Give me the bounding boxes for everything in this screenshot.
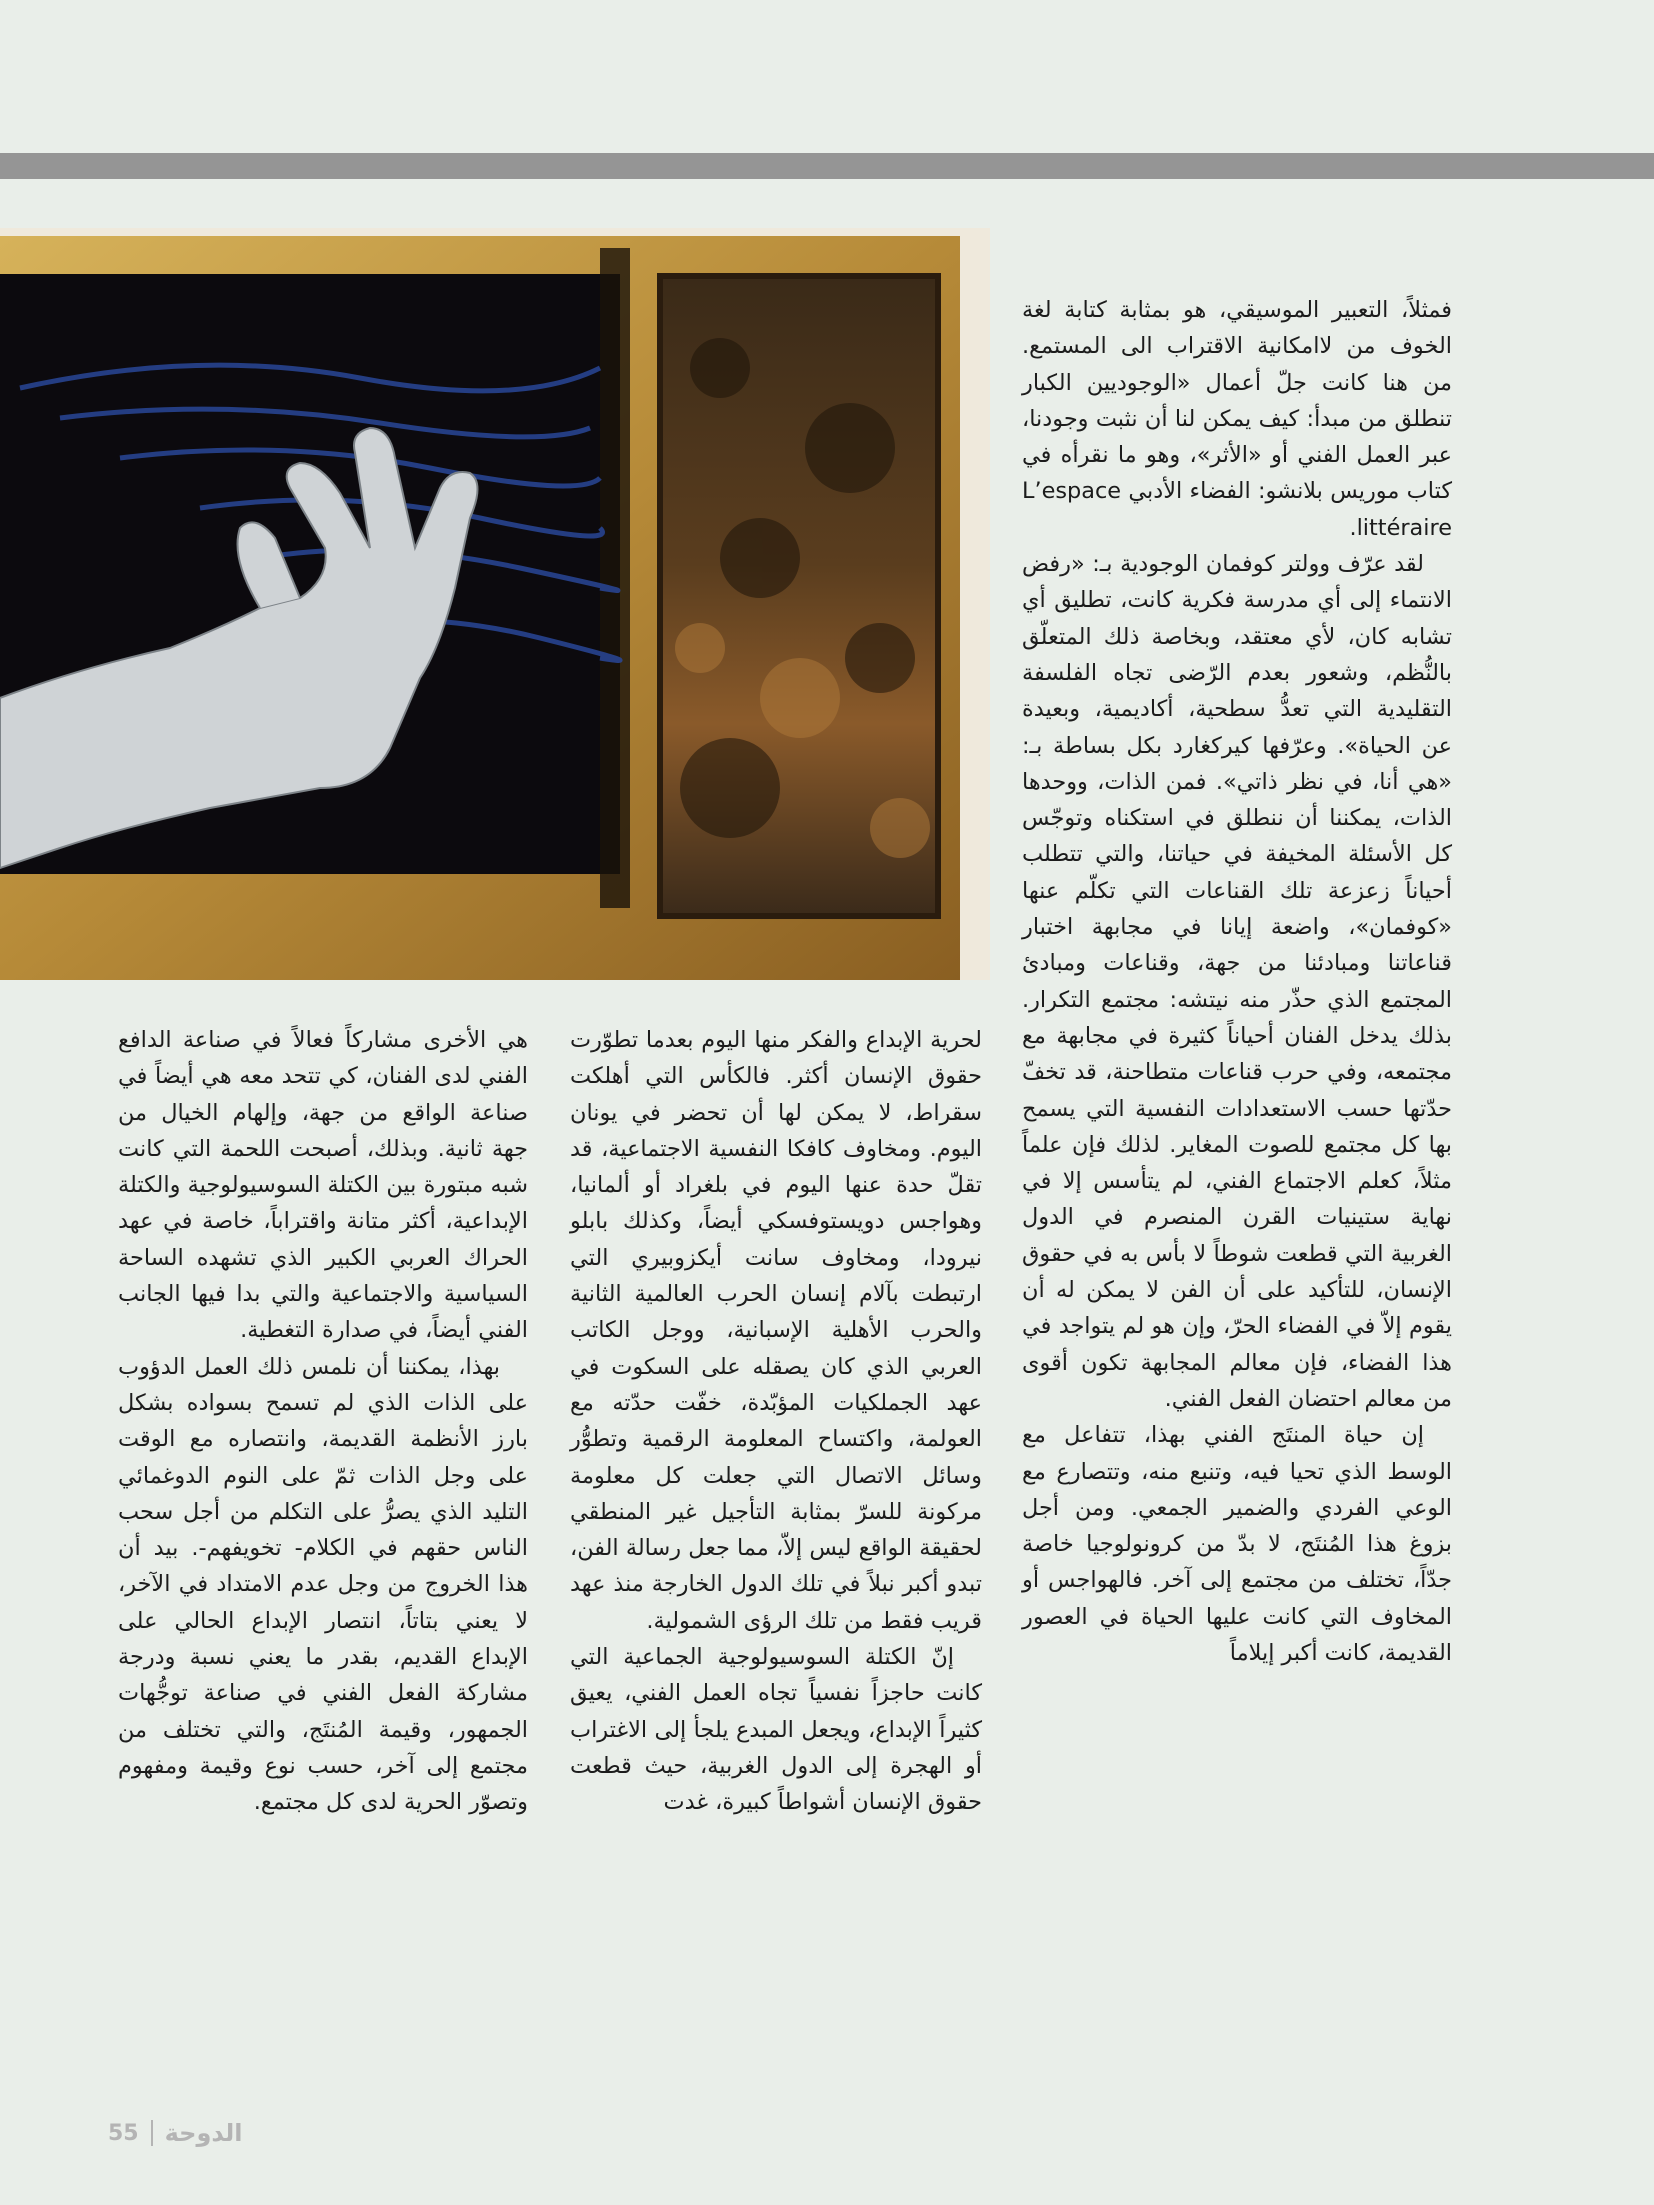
paragraph: هي الأخرى مشاركاً فعالاً في صناعة الدافع الفني لدى الفنان، كي تتحد معه هي أيضاً في صناعة الواقع من جهة، وإلهام الخيال من جهة ثانية. وبذلك، أصبحت اللحمة التي كانت شبه مبتورة بين الكتلة السوسيولوجية والكتلة الإبداعية، أكثر متانة واقتراباً، خاصة في عهد الحراك العربي الكبير الذي تشهده الساحة السياسية والاجتماعية والتي بدا فيها الجانب الفني أيضاً، في صدارة التغطية. xyxy=(118,1027,528,1344)
article-column-left xyxy=(118,1022,528,1821)
paragraph: لحرية الإبداع والفكر منها اليوم بعدما تطوّرت حقوق الإنسان أكثر. فالكأس التي أهلكت سقراط، لا يمكن لها أن تحضر في يونان اليوم. ومخاوف كافكا النفسية الاجتماعية، قد تقلّ حدة عنها اليوم في بلغراد أو ألمانيا، وهواجس دويستوفسكي أيضاً، وكذلك بابلو نيرودا، ومخاوف سانت أيكزوبيري التي ارتبطت بآلام إنسان الحرب العالمية الثانية والحرب الأهلية الإسبانية، ووجل الكاتب العربي الذي كان يصقله على السكوت في عهد الجملكيات المؤبّدة، خفّت حدّته مع العولمة، واكتساح المعلومة الرقمية وتطوُّر وسائل الاتصال التي جعلت كل معلومة مركونة للسرّ بمثابة التأجيل غير المنطقي لحقيقة الواقع ليس إلاّ، مما جعل رسالة الفن، تبدو أكبر نبلاً في تلك الدول الخارجة منذ عهد قريب فقط من تلك الرؤى الشمولية. xyxy=(570,1027,982,1634)
magazine-name: الدوحة xyxy=(164,2119,243,2147)
paragraph: لقد عرّف وولتر كوفمان الوجودية بـ: «رفض الانتماء إلى أي مدرسة فكرية كانت، تطليق أي تشابه كان، لأي معتقد، وبخاصة ذلك المتعلّق بالنُّظم، وشعور بعدم الرّضى تجاه الفلسفة التقليدية التي تعدُّ سطحية، أكاديمية، وبعيدة عن الحياة». وعرّفها كيركغارد بكل بساطة بـ: «هي أنا، في نظر ذاتي». فمن الذات، ووحدها الذات، يمكننا أن ننطلق في استكناه وتوجّس كل الأسئلة المخيفة في حياتنا، والتي تتطلب أحياناً زعزعة تلك القناعات التي تكلّم عنها «كوفمان»، واضعة إيانا في مجابهة اختبار قناعاتنا ومبادئنا من جهة، وقناعات ومبادئ المجتمع الذي حذّر منه نيتشه: مجتمع التكرار. بذلك يدخل الفنان أحياناً كثيرة في مجابهة مع مجتمعه، وفي حرب قناعات متطاحنة، قد تخفّ حدّتها حسب الاستعدادات النفسية التي يسمح بها كل مجتمع للصوت المغاير. لذلك فإن علماً مثلاً، كعلم الاجتماع الفني، لم يتأسس إلا في نهاية ستينيات القرن المنصرم في الدول الغربية التي قطعت شوطاً لا بأس به في حقوق الإنسان، للتأكيد على أن الفن لا يمكن له أن يقوم إلاّ في الفضاء الحرّ، وإن هو لم يتواجد في هذا الفضاء، فإن معالم المجابهة تكون أقوى من معالم احتضان الفعل الفني. xyxy=(1022,551,1452,1412)
paragraph: فمثلاً، التعبير الموسيقي، هو بمثابة كتابة لغة الخوف من لاامكانية الاقتراب الى المستمع. من هنا كانت جلّ أعمال «الوجوديين الكبار تنطلق من مبدأ: كيف يمكن لنا أن نثبت وجودنا، عبر العمل الفني أو «الأثر»، وهو ما نقرأه في كتاب موريس بلانشو: الفضاء الأدبي L’espace littéraire. xyxy=(1022,297,1452,541)
paragraph: إن حياة المنتَج الفني بهذا، تتفاعل مع الوسط الذي تحيا فيه، وتنبع منه، وتتصارع مع الوعي الفردي والضمير الجمعي. ومن أجل بزوغ هذا المُنتَج، لا بدّ من كرونولوجيا خاصة جدّاً، تختلف من مجتمع إلى آخر. فالهواجس أو المخاوف التي كانت عليها الحياة في العصور القديمة، كانت أكبر إيلاماً xyxy=(1022,1422,1452,1666)
artwork-painting xyxy=(0,228,990,980)
page-footer xyxy=(108,2115,243,2151)
article-column-right xyxy=(1022,292,1452,1671)
paragraph: بهذا، يمكننا أن نلمس ذلك العمل الدؤوب على الذات الذي لم تسمح بسواده بشكل بارز الأنظمة القديمة، وانتصاره مع الوقت على وجل الذات ثمّ على النوم الدوغمائي التليد الذي يصرُّ على التكلم من أجل سحب الناس حقهم في الكلام- تخويفهم-. بيد أن هذا الخروج من وجل عدم الامتداد في الآخر، لا يعني بتاتاً، انتصار الإبداع الحالي على الإبداع القديم، بقدر ما يعني نسبة ودرجة مشاركة الفعل الفني في صناعة توجُّهات الجمهور، وقيمة المُنتَج، والتي تختلف من مجتمع إلى آخر، حسب نوع وقيمة ومفهوم وتصوّر الحرية لدى كل مجتمع. xyxy=(118,1353,528,1816)
paragraph: إنّ الكتلة السوسيولوجية الجماعية التي كانت حاجزاً نفسياً تجاه العمل الفني، يعيق كثيراً الإبداع، ويجعل المبدع يلجأ إلى الاغتراب أو الهجرة إلى الدول الغربية، حيث قطعت حقوق الإنسان أشواطاً كبيرة، غدت xyxy=(570,1644,982,1816)
page-number: 55 xyxy=(108,2120,139,2146)
footer-divider xyxy=(151,2120,153,2146)
top-gray-bar xyxy=(0,153,1654,179)
article-column-middle xyxy=(570,1022,982,1821)
artwork-image xyxy=(0,228,990,980)
